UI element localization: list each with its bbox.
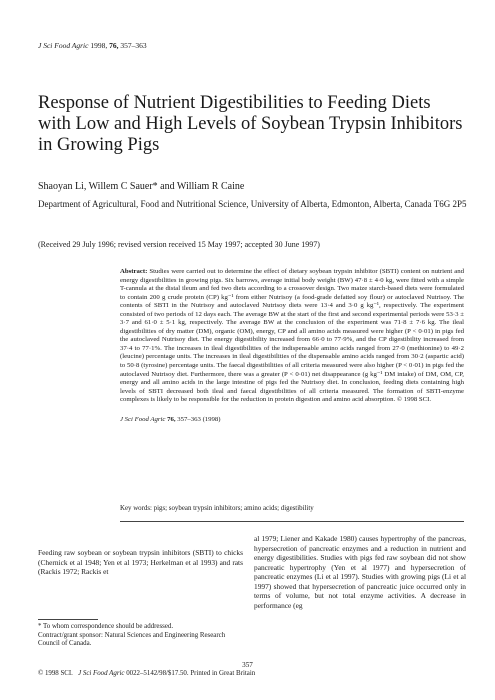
page-number: 357 [242,661,253,669]
received-dates: (Received 29 July 1996; revised version received 15 May 1997; accepted 30 June 1997) [38,240,320,249]
citation-volume: 76, [167,415,176,423]
body-left-column: Feeding raw soybean or soybean trypsin inhibitors (SBTI) to chicks (Chernick et al 1948; Yen et al 1973; Herkelman et al 1993) and rats (Rackis 1972; Rackis et [38,548,243,576]
journal-header [38,41,147,50]
abstract [120,268,464,424]
footnote-grant: Contract/grant sponsor: Natural Sciences and Engineering Research Council of Canada. [38,631,226,648]
author-list: Shaoyan Li, Willem C Sauer* and William R Caine [38,181,245,192]
keywords: Key words: pigs; soybean trypsin inhibitors; amino acids; digestibility [120,505,314,512]
footer-journal: J Sci Food Agric [78,670,125,677]
journal-volume: 76, [109,41,119,50]
journal-name: J Sci Food Agric [38,41,89,50]
abstract-lead: Abstract: [120,268,148,275]
footer-copyright: © 1998 SCI. [38,670,73,677]
body-right-column: al 1979; Liener and Kakade 1980) causes hypertrophy of the pancreas, hypersecretion of pancreatic enzymes and a reduction in nutrient and energy digestibilities. Studies with pigs fed raw soybean did not show pancreatic hypertrophy (Yen et al 1977) and hypersecretion of pancreatic enzymes (Li et al 1997). Studies with growing pigs (Li et al 1997) showed that hypersecretion of pancreatic juice occurred only in terms of volume, but not total enzyme activities. A decrease in performance (eg [254,534,466,610]
citation-pages: 357–363 (1998) [177,415,221,423]
keywords-divider [120,521,464,522]
citation-journal: J Sci Food Agric [120,415,166,423]
page-footer [38,670,468,677]
footnotes [38,623,243,649]
footnote-correspondence: * To whom correspondence should be addressed. [38,623,174,630]
abstract-body: Studies were carried out to determine the effect of dietary soybean trypsin inhibitor (SBTI) content on nutrient and energy digestibilities in growing pigs. Six barrows, average initial body weight (BW) 47·8 ± 4·0 kg, were fitted with a simple T-cannula at the distal ileum and fed two diets according to a crossover design. Two maize starch-based diets were formulated to contain 200 g crude protein (CP) kg⁻¹ from either Nutrisoy (a food-grade defatted soy flour) or autoclaved Nutrisoy. The contents of SBTI in the Nutrisoy and autoclaved Nutrisoy diets were 13·4 and 3·0 g kg⁻¹, respectively. The experiment consisted of two periods of 12 days each. The average BW at the start of the first and second experimental periods were 53·3 ± 3·7 and 61·0 ± 5·1 kg, respectively. The average BW at the conclusion of the experiment was 71·8 ± 7·6 kg. The ileal digestibilities of dry matter (DM), organic (OM), energy, CP and all amino acids measured were higher (P < 0·01) in pigs fed the autoclaved Nutrisoy diet. The energy digestibility increased from 66·0 to 77·9%, and the CP digestibility increased from 37·4 to 77·1%. The increases in ileal digestibilities of the indispensable amino acids ranged from 27·0 (methionine) to 49·2 (leucine) percentage units. The increases in ileal digestibilities of the dispensable amino acids ranged from 30·2 (aspartic acid) to 50·8 (tyrosine) percentage units. The faecal digestibilities of all criteria measured were also higher (P < 0·01) in pigs fed the autoclaved Nutrisoy diet. Furthermore, there was a greater (P < 0·01) net disappearance (g kg⁻¹ DM intake) of DM, OM, CP, energy and all amino acids in the large intestine of pigs fed the Nutrisoy diet. In conclusion, feeding diets containing high levels of SBTI decreased both ileal and faecal digestibilities of all criteria measured. The formation of SBTI-enzyme complexes is likely to be responsible for the reduction in protein digestion and amino acid absorption. © 1998 SCI. [120,268,464,404]
journal-year: 1998, [90,41,108,50]
footer-details: 0022–5142/98/$17.50. Printed in Great Britain [126,670,256,677]
affiliation: Department of Agricultural, Food and Nutritional Science, University of Alberta, Edmonton, Alberta, Canada T6G 2P5 [38,199,467,209]
journal-pages: 357–363 [120,41,147,50]
footnote-divider [38,619,98,620]
abstract-citation [120,416,464,425]
paper-title: Response of Nutrient Digestibilities to Feeding Diets with Low and High Levels of Soybean Trypsin Inhibitors in Growing Pigs [38,93,463,155]
